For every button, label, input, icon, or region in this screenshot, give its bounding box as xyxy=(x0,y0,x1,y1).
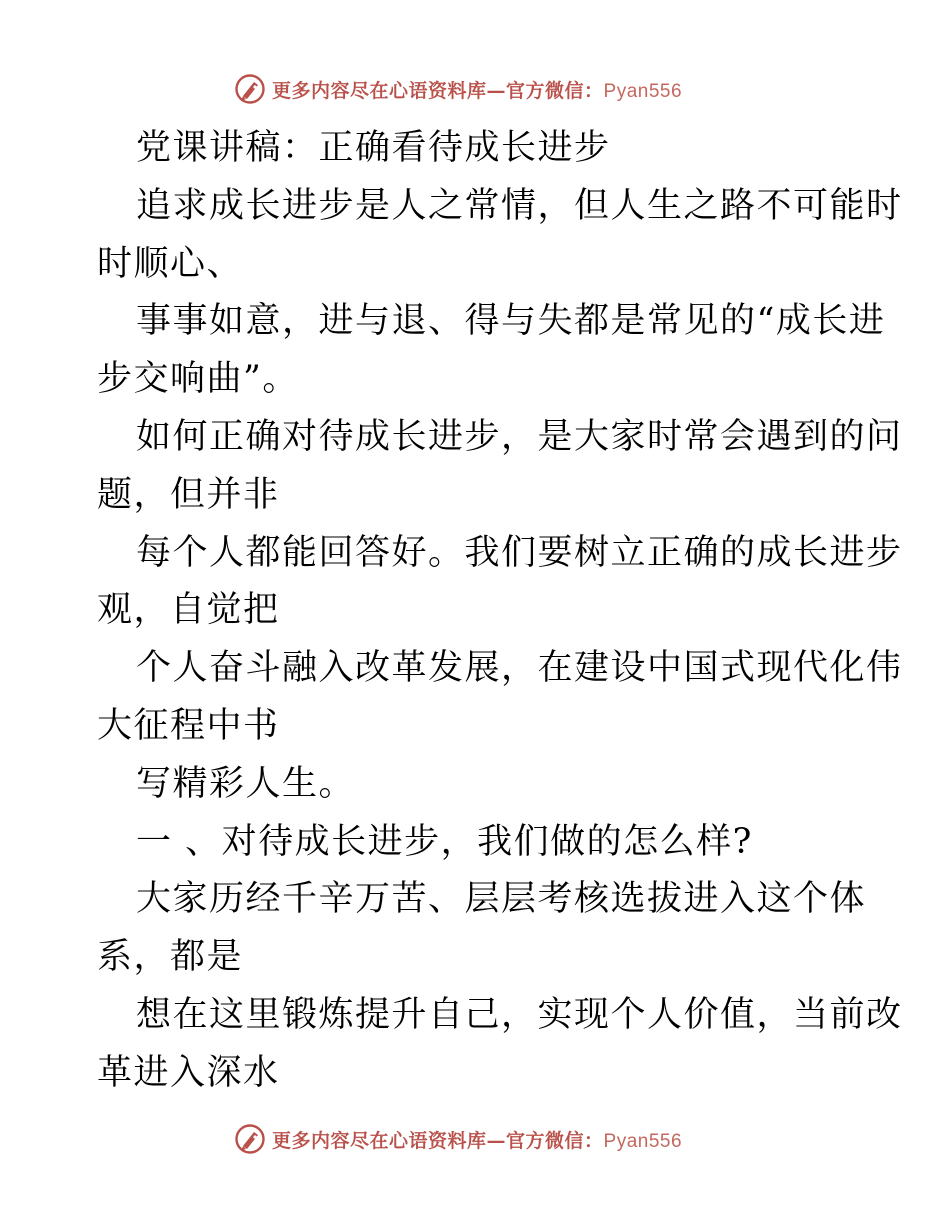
text-line: 个人奋斗融入改革发展，在建设中国式现代化伟 xyxy=(136,648,903,689)
text-line: 时顺心、 xyxy=(97,243,244,284)
text-line: 事事如意，进与退、得与失都是常见的“成长进 xyxy=(136,301,886,342)
text-line: 大家历经千辛万苦、层层考核选拔进入这个体 xyxy=(136,879,867,920)
watermark-text: 更多内容尽在心语资料库—官方微信：Pyan556 xyxy=(272,1129,683,1152)
watermark-text: 更多内容尽在心语资料库—官方微信：Pyan556 xyxy=(272,79,683,102)
text-line: 想在这里锻炼提升自己，实现个人价值，当前改 xyxy=(136,994,903,1035)
text-line: 如何正确对待成长进步，是大家时常会遇到的问 xyxy=(136,416,903,457)
text-line: 写精彩人生。 xyxy=(136,763,356,804)
text-line: 一 、对待成长进步，我们做的怎么样? xyxy=(136,821,753,862)
document-body xyxy=(97,120,903,1103)
pen-seal-icon xyxy=(234,1123,266,1155)
text-line: 题，但并非 xyxy=(97,474,280,515)
text-line: 观，自觉把 xyxy=(97,590,280,631)
text-line: 步交响曲”。 xyxy=(97,359,299,400)
header-watermark xyxy=(234,72,682,106)
text-line: 每个人都能回答好。我们要树立正确的成长进步 xyxy=(136,532,903,573)
watermark-wechat-id: Pyan556 xyxy=(603,80,683,102)
footer-watermark xyxy=(234,1122,682,1156)
text-line: 党课讲稿：正确看待成长进步 xyxy=(136,128,611,168)
text-line: 追求成长进步是人之常情，但人生之路不可能时 xyxy=(136,185,903,226)
text-line: 革进入深水 xyxy=(97,1052,280,1093)
watermark-wechat-id: Pyan556 xyxy=(603,1130,683,1152)
text-line: 大征程中书 xyxy=(97,705,280,746)
pen-seal-icon xyxy=(234,73,266,105)
text-line: 系，都是 xyxy=(97,937,244,978)
